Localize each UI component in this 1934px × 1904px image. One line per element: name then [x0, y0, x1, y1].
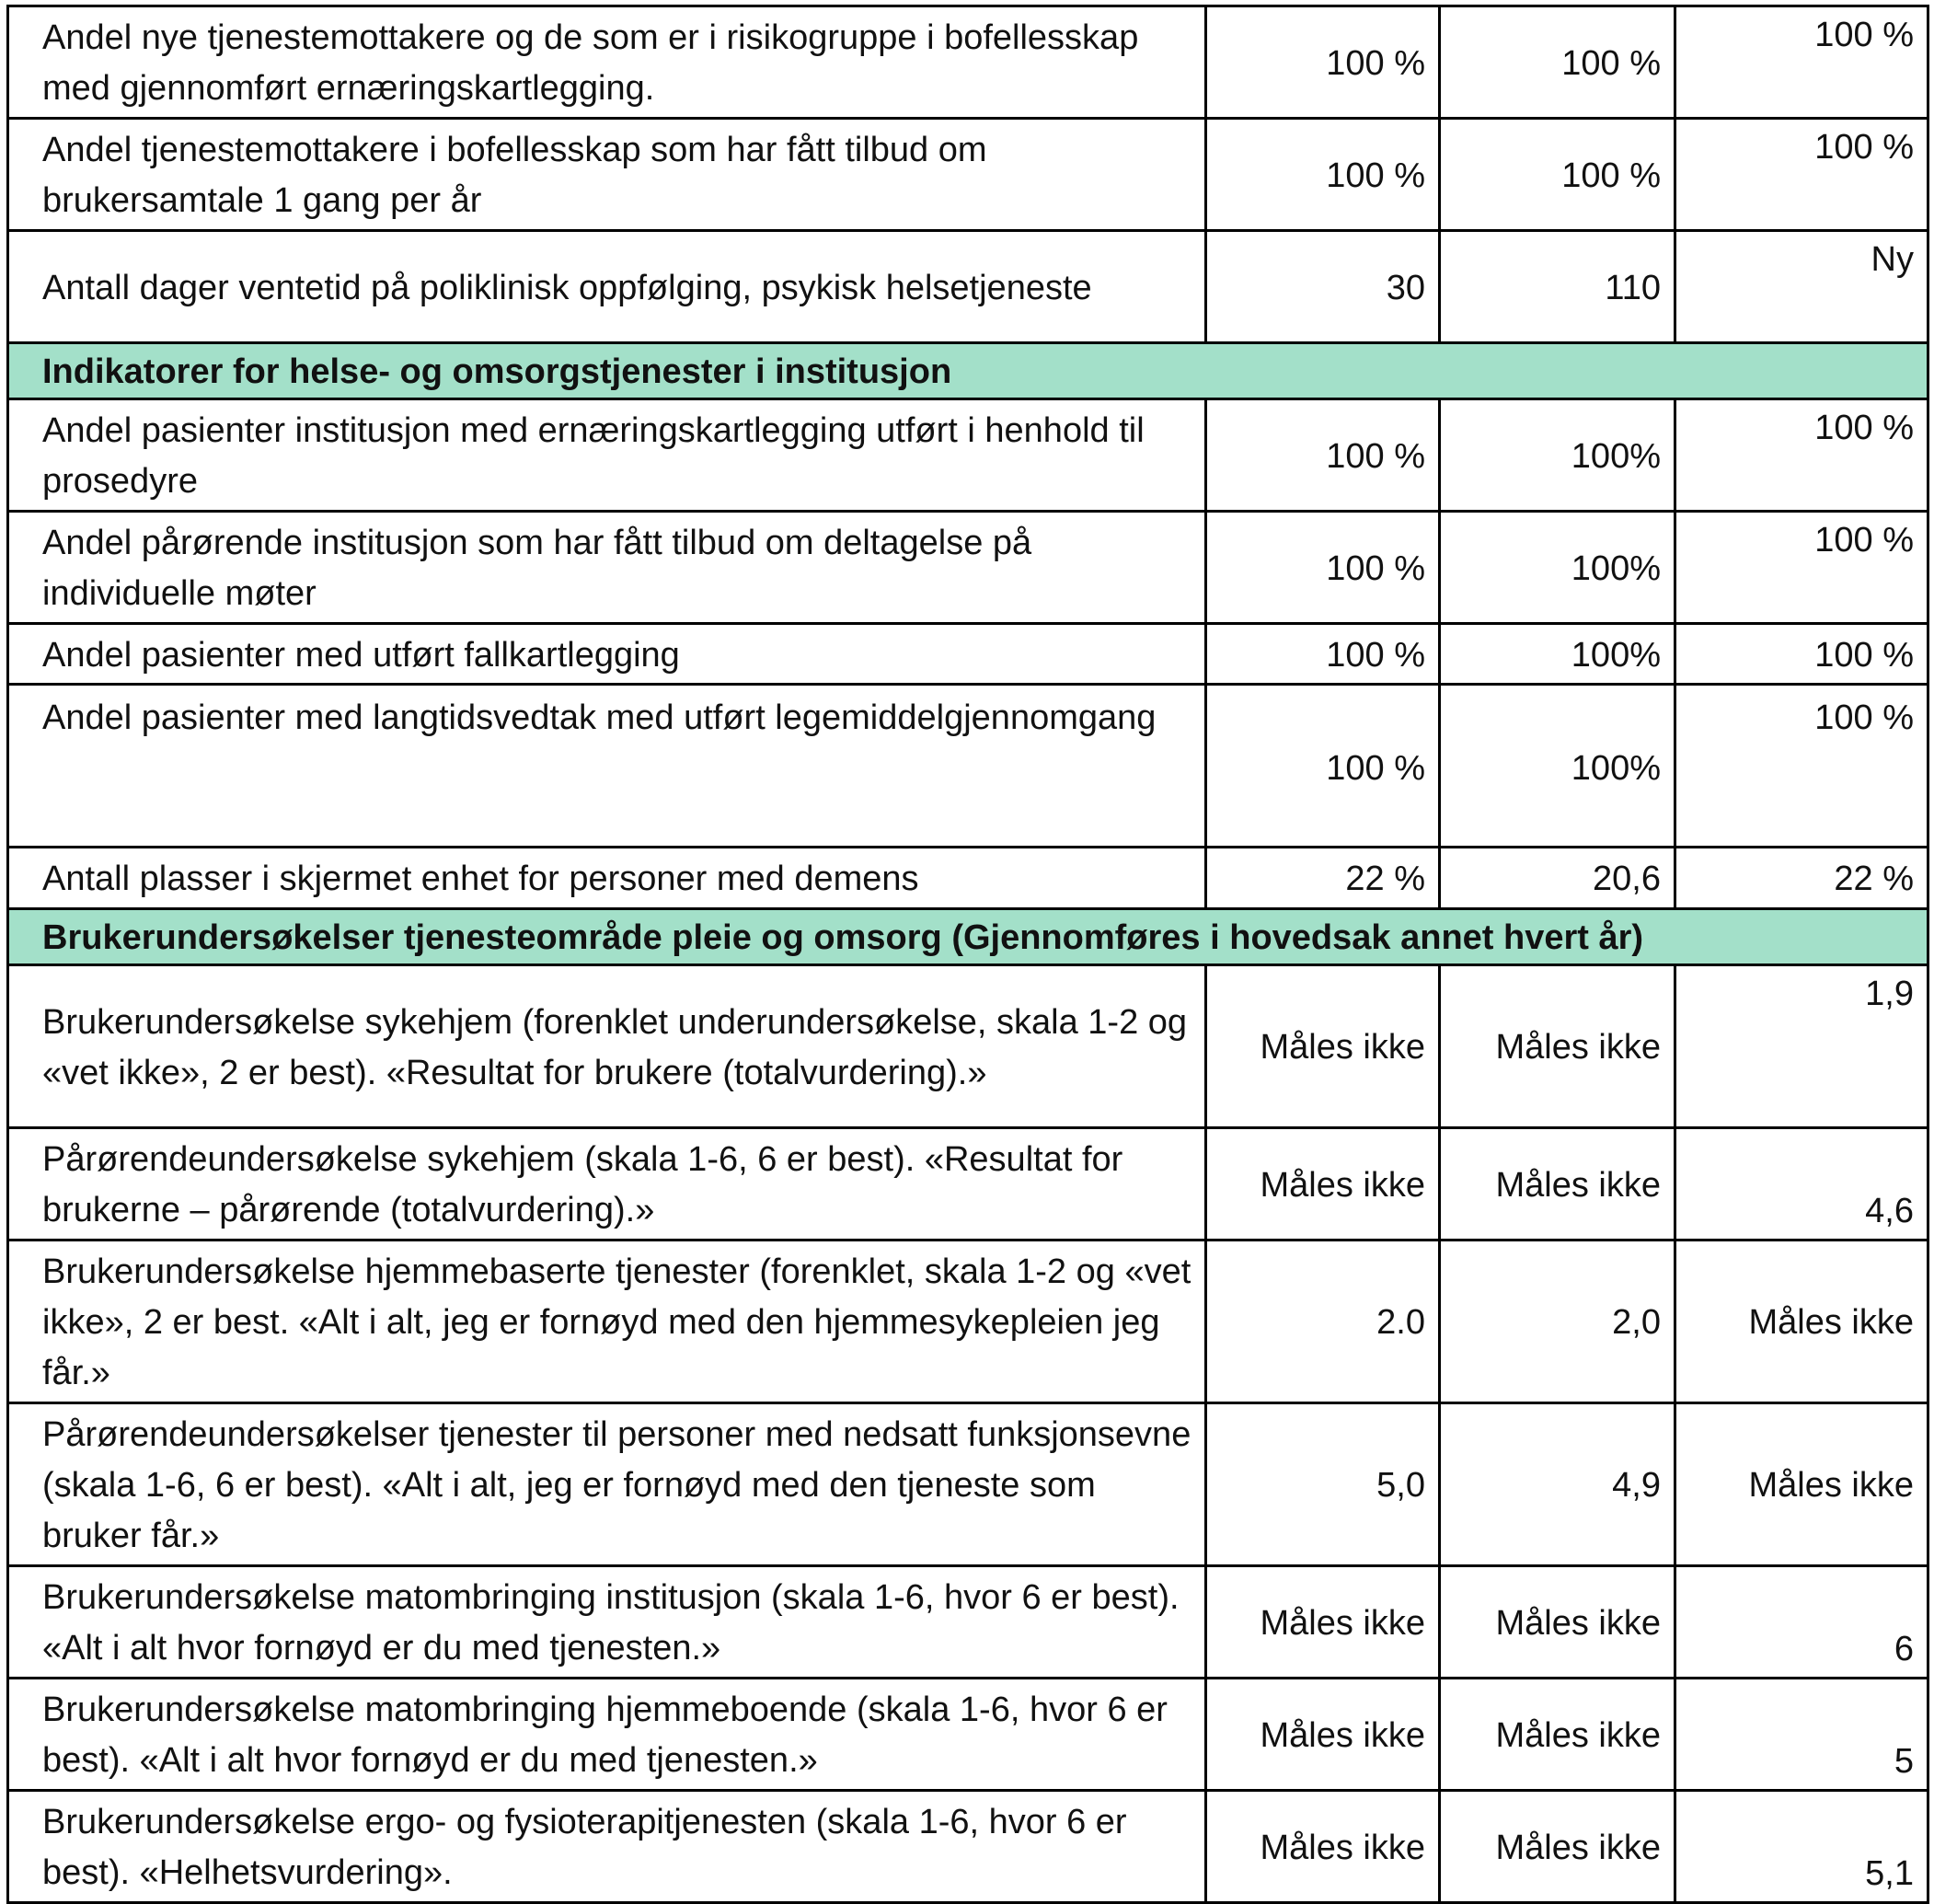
table-row — [8, 624, 1928, 685]
table-row — [8, 1566, 1928, 1679]
indicator-label: Brukerundersøkelse sykehjem (forenklet underundersøkelse, skala 1-2 og «vet ikke», 2 er best). «Resultat for brukere (totalvurdering).» — [8, 965, 1206, 1128]
table-row — [8, 231, 1928, 343]
indicator-label: Andel pasienter med utført fallkartlegging — [8, 624, 1206, 685]
indicator-label: Antall dager ventetid på poliklinisk oppfølging, psykisk helsetjeneste — [8, 231, 1206, 343]
value-col-1: 5,0 — [1206, 1403, 1440, 1566]
section-title: Indikatorer for helse- og omsorgstjenester i institusjon — [8, 343, 1928, 399]
table-row — [8, 1403, 1928, 1566]
value-col-3: 100 % — [1675, 624, 1928, 685]
section-header-row — [8, 909, 1928, 965]
value-col-2: 20,6 — [1440, 848, 1675, 909]
table-row — [8, 1679, 1928, 1791]
value-col-1: Måles ikke — [1206, 1566, 1440, 1679]
value-col-2: 100% — [1440, 685, 1675, 848]
value-col-2: 100% — [1440, 399, 1675, 512]
section-header-row — [8, 343, 1928, 399]
value-col-2: Måles ikke — [1440, 1679, 1675, 1791]
value-col-2: 2,0 — [1440, 1240, 1675, 1403]
value-col-1: Måles ikke — [1206, 1128, 1440, 1240]
indicator-label: Andel pårørende institusjon som har fått tilbud om deltagelse på individuelle møter — [8, 512, 1206, 624]
value-col-3: 100 % — [1675, 119, 1928, 231]
value-col-1: 100 % — [1206, 399, 1440, 512]
value-col-1: 100 % — [1206, 624, 1440, 685]
value-col-1: Måles ikke — [1206, 1791, 1440, 1903]
value-col-2: 4,9 — [1440, 1403, 1675, 1566]
value-col-2: Måles ikke — [1440, 1128, 1675, 1240]
value-col-1: 30 — [1206, 231, 1440, 343]
value-col-1: 100 % — [1206, 119, 1440, 231]
table-row — [8, 399, 1928, 512]
value-col-3: 5 — [1675, 1679, 1928, 1791]
table-row — [8, 119, 1928, 231]
indicator-label: Brukerundersøkelse ergo- og fysioterapitjenesten (skala 1-6, hvor 6 er best). «Helhetsvurdering». — [8, 1791, 1206, 1903]
table-row — [8, 965, 1928, 1128]
section-title: Brukerundersøkelser tjenesteområde pleie og omsorg (Gjennomføres i hovedsak annet hvert år) — [8, 909, 1928, 965]
value-col-3: 22 % — [1675, 848, 1928, 909]
indicator-label: Andel pasienter institusjon med ernæringskartlegging utført i henhold til prosedyre — [8, 399, 1206, 512]
value-col-2: Måles ikke — [1440, 1791, 1675, 1903]
indicator-label: Andel nye tjenestemottakere og de som er i risikogruppe i bofellesskap med gjennomført ernæringskartlegging. — [8, 6, 1206, 119]
value-col-1: Måles ikke — [1206, 965, 1440, 1128]
value-col-2: 100% — [1440, 624, 1675, 685]
value-col-3: 100 % — [1675, 399, 1928, 512]
indicator-label: Pårørendeundersøkelse sykehjem (skala 1-6, 6 er best). «Resultat for brukerne – pårørende (totalvurdering).» — [8, 1128, 1206, 1240]
indicator-label: Pårørendeundersøkelser tjenester til personer med nedsatt funksjonsevne (skala 1-6, 6 er best). «Alt i alt, jeg er fornøyd med den tjeneste som bruker får.» — [8, 1403, 1206, 1566]
value-col-3: Ny — [1675, 231, 1928, 343]
value-col-1: 100 % — [1206, 512, 1440, 624]
indicator-label: Andel pasienter med langtidsvedtak med utført legemiddelgjennomgang — [8, 685, 1206, 848]
value-col-2: 100% — [1440, 512, 1675, 624]
indicator-label: Andel tjenestemottakere i bofellesskap som har fått tilbud om brukersamtale 1 gang per år — [8, 119, 1206, 231]
value-col-1: 22 % — [1206, 848, 1440, 909]
table-row — [8, 848, 1928, 909]
value-col-3: 5,1 — [1675, 1791, 1928, 1903]
table-row — [8, 6, 1928, 119]
table-row — [8, 1240, 1928, 1403]
value-col-2: 110 — [1440, 231, 1675, 343]
table-row — [8, 512, 1928, 624]
value-col-3: Måles ikke — [1675, 1240, 1928, 1403]
indicator-label: Antall plasser i skjermet enhet for personer med demens — [8, 848, 1206, 909]
table-row — [8, 685, 1928, 848]
value-col-3: Måles ikke — [1675, 1403, 1928, 1566]
table-row — [8, 1128, 1928, 1240]
indicator-label: Brukerundersøkelse matombringing institusjon (skala 1-6, hvor 6 er best). «Alt i alt hvor fornøyd er du med tjenesten.» — [8, 1566, 1206, 1679]
value-col-3: 6 — [1675, 1566, 1928, 1679]
value-col-3: 100 % — [1675, 6, 1928, 119]
value-col-3: 100 % — [1675, 512, 1928, 624]
value-col-1: 100 % — [1206, 685, 1440, 848]
value-col-2: Måles ikke — [1440, 1566, 1675, 1679]
table-row — [8, 1791, 1928, 1903]
indicator-label: Brukerundersøkelse hjemmebaserte tjenester (forenklet, skala 1-2 og «vet ikke», 2 er best. «Alt i alt, jeg er fornøyd med den hjemmesykepleien jeg får.» — [8, 1240, 1206, 1403]
indicator-table — [6, 5, 1929, 1904]
value-col-2: Måles ikke — [1440, 965, 1675, 1128]
value-col-2: 100 % — [1440, 6, 1675, 119]
value-col-1: Måles ikke — [1206, 1679, 1440, 1791]
value-col-1: 100 % — [1206, 6, 1440, 119]
value-col-3: 1,9 — [1675, 965, 1928, 1128]
value-col-1: 2.0 — [1206, 1240, 1440, 1403]
value-col-3: 4,6 — [1675, 1128, 1928, 1240]
value-col-3: 100 % — [1675, 685, 1928, 848]
value-col-2: 100 % — [1440, 119, 1675, 231]
indicator-label: Brukerundersøkelse matombringing hjemmeboende (skala 1-6, hvor 6 er best). «Alt i alt hvor fornøyd er du med tjenesten.» — [8, 1679, 1206, 1791]
